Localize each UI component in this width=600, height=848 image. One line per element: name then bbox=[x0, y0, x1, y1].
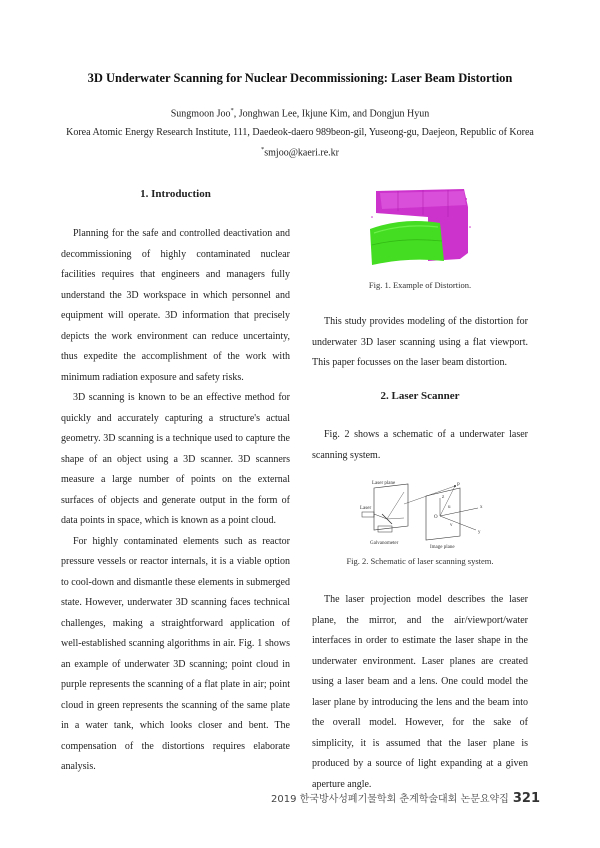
intro-heading: 1. Introduction bbox=[140, 188, 211, 200]
proceedings-label: 2019 한국방사성폐기물학회 춘계학술대회 논문요약집 bbox=[271, 794, 509, 805]
label-u: u bbox=[448, 505, 451, 510]
figure-2-caption: Fig. 2. Schematic of laser scanning system. bbox=[346, 556, 494, 566]
label-image-plane: Image plane bbox=[430, 545, 455, 550]
figure-1-caption: Fig. 1. Example of Distortion. bbox=[368, 280, 472, 290]
email-line bbox=[0, 146, 600, 158]
right-column-intro bbox=[312, 312, 528, 374]
author-first: Sungmoon Joo bbox=[170, 108, 231, 120]
intro-paragraph-3: For highly contaminated elements such as reactor pressure vessels or reactor internals, it is a viable option to cool-down and dismantle these elements in submerged state. However, underwater 3D scanning faces technical challenges, making a straightforward application of well-established scanning algorithms in air. Fig. 1 shows an example of underwater 3D scanning; point cloud in purple represents the scanning of a flat plate in air; point cloud in green represents the scanning of the same plate in a water tank, which looks closer and bent. The compensation of the distortions requires elaborate analysis. bbox=[61, 535, 290, 772]
paper-title: 3D Underwater Scanning for Nuclear Decommissioning: Laser Beam Distortion bbox=[87, 71, 513, 85]
figure-1 bbox=[368, 187, 474, 267]
label-v: v bbox=[450, 523, 453, 528]
scanner-heading: 2. Laser Scanner bbox=[380, 390, 460, 402]
scanner-paragraph-1: Fig. 2 shows a schematic of a underwater laser scanning system. bbox=[312, 429, 528, 461]
scanner-paragraph-1-block bbox=[312, 425, 528, 466]
figure-2 bbox=[360, 478, 490, 550]
intro-paragraph-2: 3D scanning is known to be an effective method for quickly and accurately capturing a structure's actual geometry. 3D scanning is a technique used to capture the shape of an object using a 3D scanner. 3D scanners measure a large number of points on the external surfaces of objects and generate output in the form of data points in space, which is known as a point cloud. bbox=[61, 392, 290, 526]
label-galvanometer: Galvanometer bbox=[370, 541, 399, 546]
corresponding-mark: * bbox=[230, 107, 234, 114]
distortion-point-cloud-image bbox=[368, 187, 474, 267]
label-o: O bbox=[434, 515, 438, 520]
label-y: y bbox=[478, 530, 481, 535]
scanner-paragraph-2-block bbox=[312, 590, 528, 795]
page-number: 321 bbox=[512, 791, 540, 806]
study-paragraph: This study provides modeling of the distortion for underwater 3D laser scanning using a flat viewport. This paper focusses on the laser beam distortion. bbox=[312, 316, 528, 368]
label-p: P bbox=[457, 483, 460, 488]
affiliation: Korea Atomic Energy Research Institute, 111, Daedeok-daero 989beon-gil, Yuseong-gu, Daejeon, Republic of Korea bbox=[66, 127, 534, 138]
scanner-paragraph-2: The laser projection model describes the laser plane, the mirror, and the air/viewport/water interfaces in order to estimate the laser shape in the underwater environment. Laser planes are created using a laser beam and a lens. One could model the laser plane by introducing the lens and the beam into the overall model. However, for the sake of simplicity, it is assumed that the laser plane is produced by a source of light expanding at a given aperture angle. bbox=[312, 594, 528, 790]
author-rest: , Jonghwan Lee, Ikjune Kim, and Dongjun Hyun bbox=[233, 108, 430, 120]
label-laser-plane: Laser plane bbox=[372, 481, 396, 486]
author-list bbox=[0, 107, 600, 119]
page-footer bbox=[271, 790, 540, 806]
label-x: x bbox=[480, 505, 483, 510]
email-mark: * bbox=[261, 146, 265, 153]
laser-scanning-schematic bbox=[360, 478, 490, 550]
intro-paragraph-1: Planning for the safe and controlled deactivation and decommissioning of highly contaminated nuclear facilities requires that engineers and managers fully understand the 3D workspace in which personnel and equipment will operate. 3D information that precisely depicts the work environment can reduce uncertainty, thus expedite the accomplishment of the work with minimum radiation exposure and safety risks. bbox=[61, 228, 290, 383]
left-column bbox=[61, 224, 290, 778]
label-laser: Laser bbox=[360, 506, 372, 511]
email-address: smjoo@kaeri.re.kr bbox=[264, 147, 339, 159]
label-z: z bbox=[442, 495, 445, 500]
